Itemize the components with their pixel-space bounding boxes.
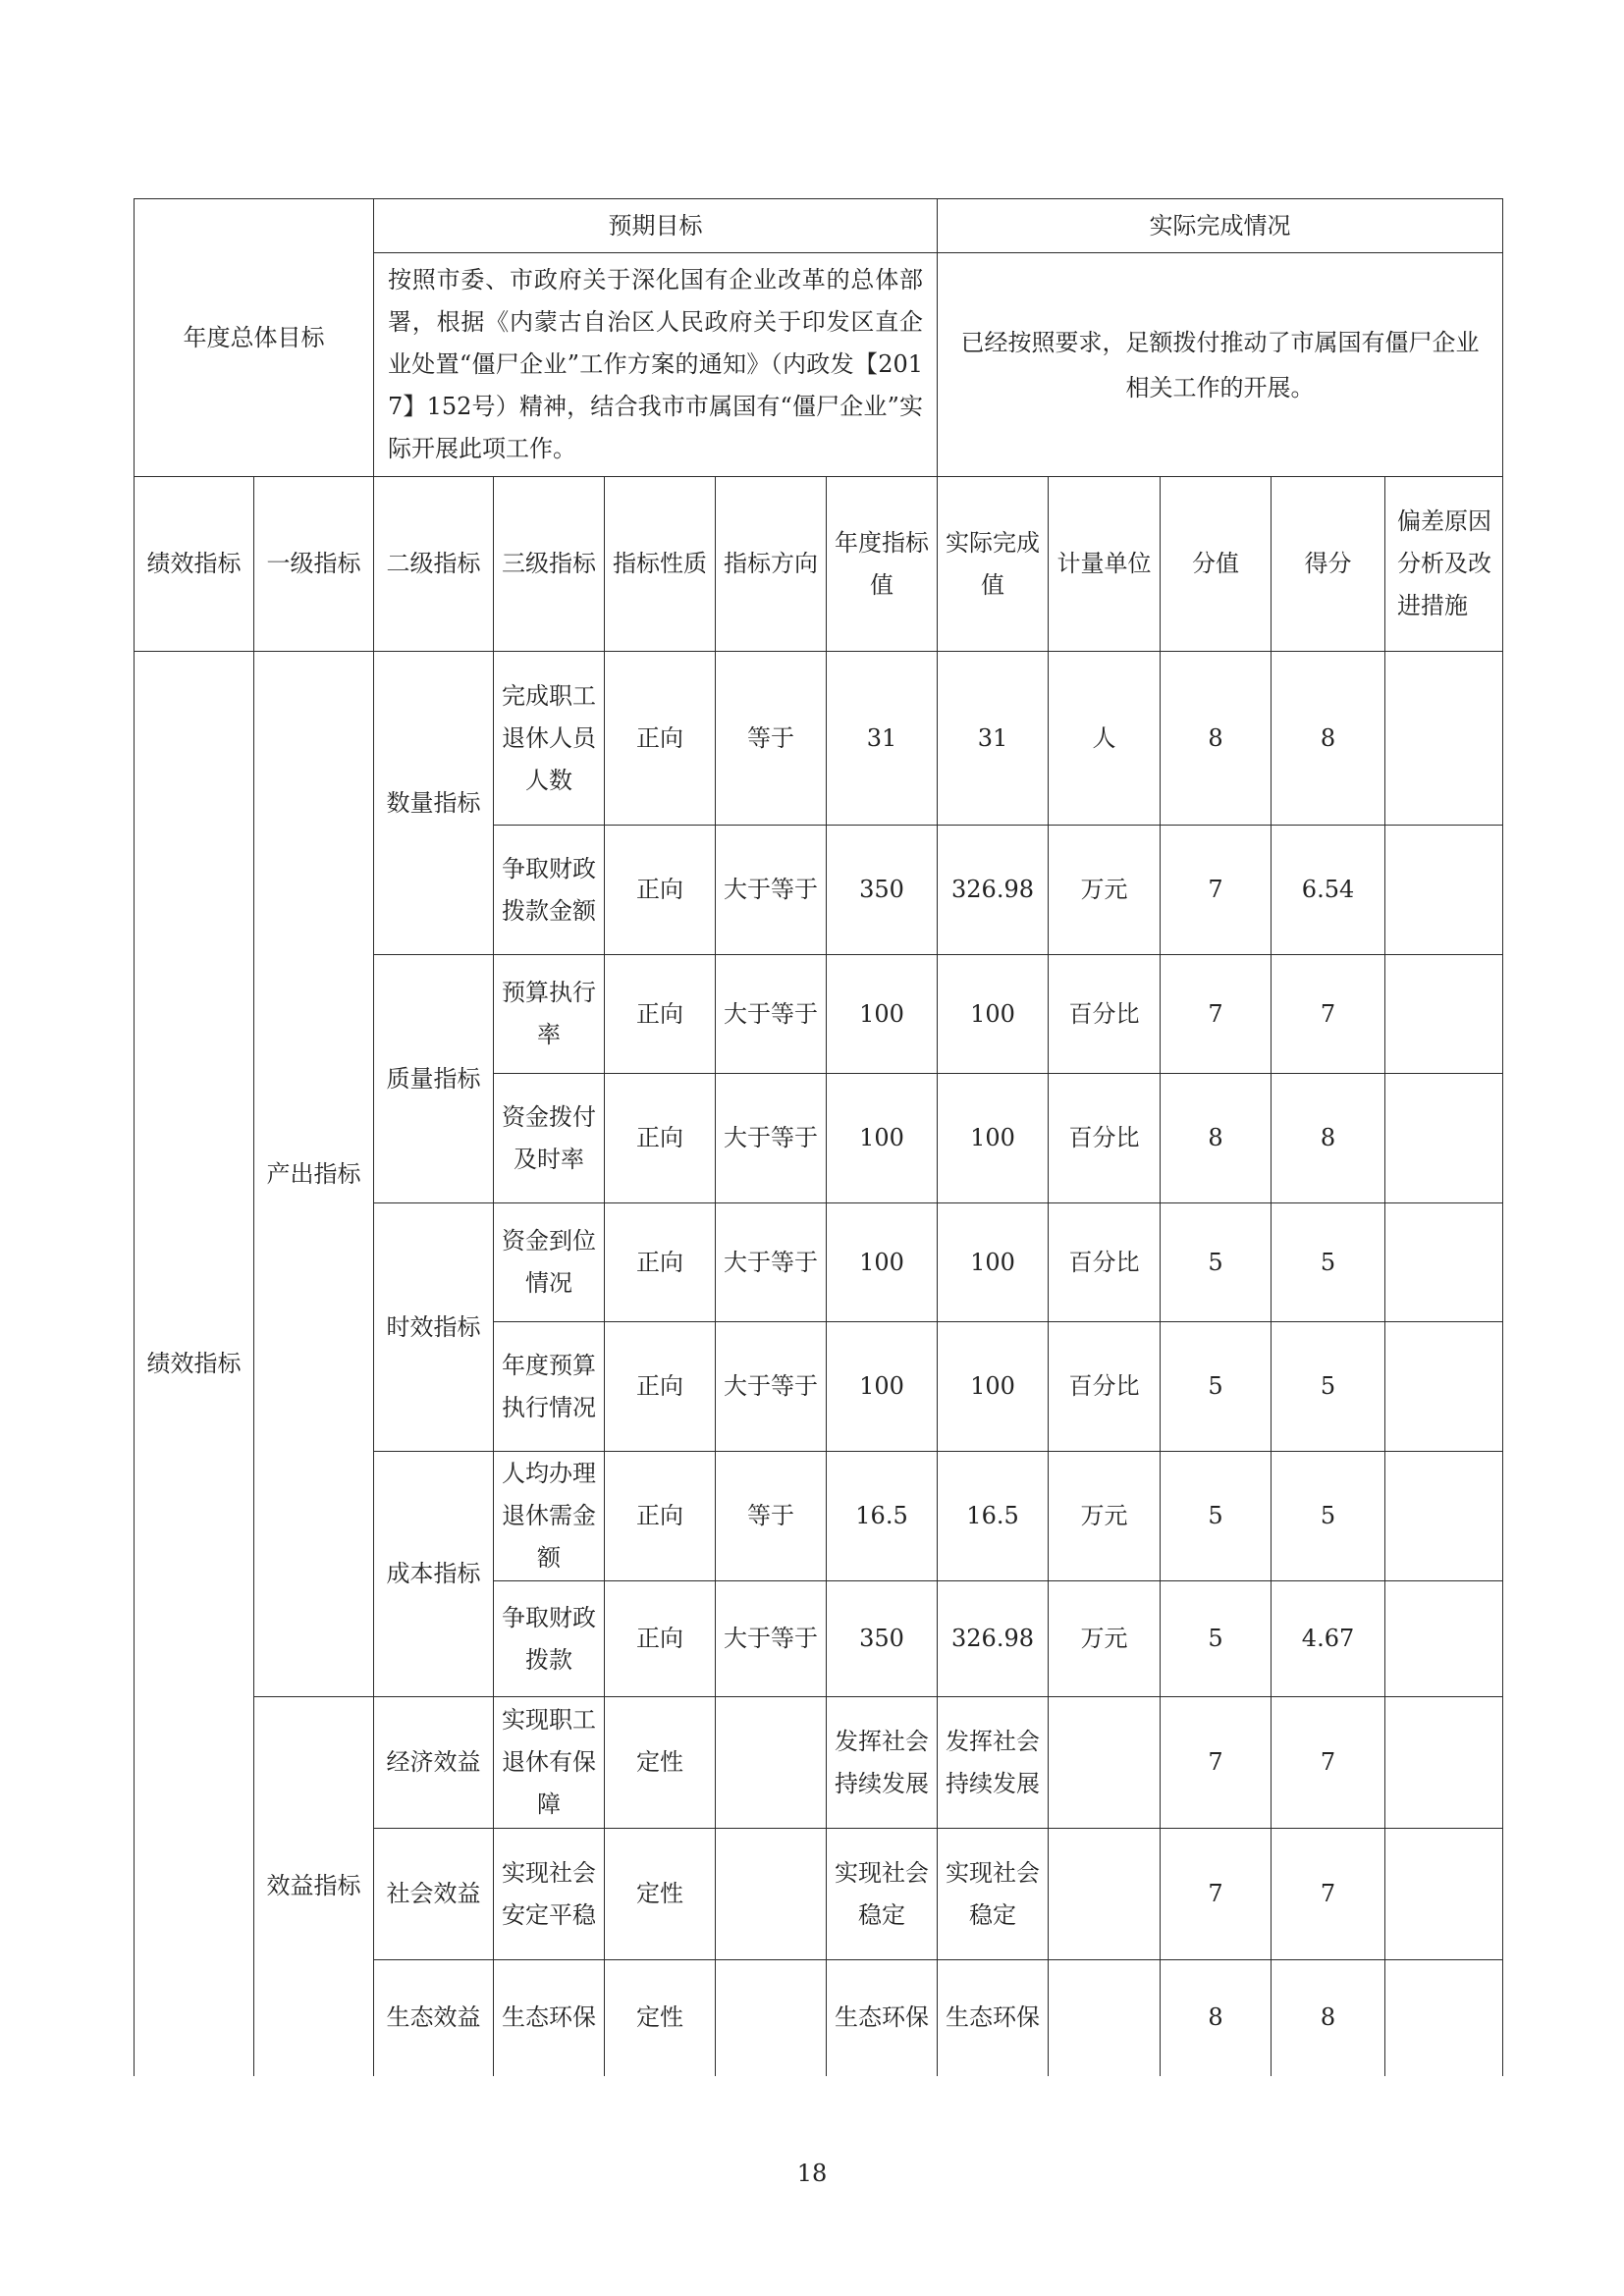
row-target: 100 [827,955,938,1074]
row-score: 8 [1161,1960,1272,2076]
row-nature: 正向 [605,1581,716,1697]
table-row [135,1697,1503,1829]
economic-benefit-label: 经济效益 [374,1697,494,1829]
header-level1-indicator: 一级指标 [254,477,374,652]
row-nature: 正向 [605,1203,716,1322]
row-got: 8 [1272,652,1385,826]
row-reason [1385,1697,1503,1829]
row-target: 100 [827,1074,938,1203]
row-unit: 百分比 [1049,1322,1161,1452]
row-direction [716,1829,827,1960]
row-name: 生态环保 [494,1960,605,2076]
row-reason [1385,1074,1503,1203]
expected-goal-text: 按照市委、市政府关于深化国有企业改革的总体部署，根据《内蒙古自治区人民政府关于印发区直企业处置“僵尸企业”工作方案的通知》（内政发【2017】152号）精神，结合我市市属国有“僵尸企业”实际开展此项工作。 [374,253,938,477]
row-nature: 正向 [605,1074,716,1203]
row-unit: 人 [1049,652,1161,826]
row-reason [1385,1452,1503,1581]
quality-indicator-label: 质量指标 [374,955,494,1203]
row-reason [1385,955,1503,1074]
header-level2-indicator: 二级指标 [374,477,494,652]
row-nature: 正向 [605,652,716,826]
row-actual: 100 [938,1322,1049,1452]
expected-goal-header: 预期目标 [374,199,938,253]
header-level3-indicator: 三级指标 [494,477,605,652]
row-score: 7 [1161,1697,1272,1829]
perf-indicator-label: 绩效指标 [135,652,254,2076]
row-unit: 万元 [1049,1452,1161,1581]
row-reason [1385,1203,1503,1322]
row-name: 争取财政拨款金额 [494,826,605,955]
row-name: 资金拨付及时率 [494,1074,605,1203]
row-reason [1385,1960,1503,2076]
row-nature: 正向 [605,955,716,1074]
row-actual: 发挥社会持续发展 [938,1697,1049,1829]
row-name: 实现社会安定平稳 [494,1829,605,1960]
row-got: 5 [1272,1203,1385,1322]
row-name: 资金到位情况 [494,1203,605,1322]
row-direction [716,1960,827,2076]
row-name: 预算执行率 [494,955,605,1074]
performance-table [134,198,1503,2076]
row-got: 7 [1272,1697,1385,1829]
row-direction: 大于等于 [716,826,827,955]
row-unit: 百分比 [1049,1074,1161,1203]
row-direction [716,1697,827,1829]
row-unit: 百分比 [1049,955,1161,1074]
header-indicator-nature: 指标性质 [605,477,716,652]
output-indicator-label: 产出指标 [254,652,374,1697]
row-unit: 万元 [1049,826,1161,955]
row-actual: 生态环保 [938,1960,1049,2076]
row-target: 16.5 [827,1452,938,1581]
row-direction: 大于等于 [716,1074,827,1203]
row-got: 8 [1272,1960,1385,2076]
header-actual-value: 实际完成值 [938,477,1049,652]
row-nature: 正向 [605,826,716,955]
table-row [135,652,1503,826]
row-actual: 100 [938,1203,1049,1322]
row-name: 实现职工退休有保障 [494,1697,605,1829]
row-target: 100 [827,1203,938,1322]
row-target: 350 [827,1581,938,1697]
row-actual: 326.98 [938,1581,1049,1697]
row-name: 完成职工退休人员人数 [494,652,605,826]
row-score: 5 [1161,1452,1272,1581]
row-direction: 大于等于 [716,1581,827,1697]
quantity-indicator-label: 数量指标 [374,652,494,955]
row-actual: 实现社会稳定 [938,1829,1049,1960]
row-actual: 100 [938,1074,1049,1203]
row-nature: 定性 [605,1829,716,1960]
row-actual: 16.5 [938,1452,1049,1581]
row-unit [1049,1960,1161,2076]
row-reason [1385,1829,1503,1960]
row-target: 发挥社会持续发展 [827,1697,938,1829]
row-got: 7 [1272,1829,1385,1960]
row-score: 7 [1161,826,1272,955]
cost-indicator-label: 成本指标 [374,1452,494,1697]
row-target: 实现社会稳定 [827,1829,938,1960]
header-got-score: 得分 [1272,477,1385,652]
row-score: 7 [1161,1829,1272,1960]
row-name: 年度预算执行情况 [494,1322,605,1452]
header-deviation-reason: 偏差原因分析及改进措施 [1385,477,1503,652]
row-reason [1385,652,1503,826]
benefit-indicator-label: 效益指标 [254,1697,374,2076]
row-score: 7 [1161,955,1272,1074]
row-name: 人均办理退休需金额 [494,1452,605,1581]
row-reason [1385,826,1503,955]
row-unit [1049,1697,1161,1829]
page-number: 18 [796,2160,828,2187]
row-got: 8 [1272,1074,1385,1203]
actual-completion-text: 已经按照要求，足额拨付推动了市属国有僵尸企业相关工作的开展。 [938,253,1503,477]
row-unit: 万元 [1049,1581,1161,1697]
row-score: 8 [1161,652,1272,826]
actual-completion-header: 实际完成情况 [938,199,1503,253]
social-benefit-label: 社会效益 [374,1829,494,1960]
row-direction: 大于等于 [716,955,827,1074]
row-got: 7 [1272,955,1385,1074]
row-direction: 大于等于 [716,1322,827,1452]
annual-goal-label: 年度总体目标 [135,199,374,477]
row-score: 5 [1161,1203,1272,1322]
row-score: 8 [1161,1074,1272,1203]
row-target: 31 [827,652,938,826]
row-got: 5 [1272,1322,1385,1452]
row-target: 100 [827,1322,938,1452]
row-nature: 正向 [605,1452,716,1581]
row-reason [1385,1322,1503,1452]
header-perf-indicator: 绩效指标 [135,477,254,652]
row-direction: 等于 [716,1452,827,1581]
row-target: 350 [827,826,938,955]
eco-benefit-label: 生态效益 [374,1960,494,2076]
row-unit [1049,1829,1161,1960]
row-got: 6.54 [1272,826,1385,955]
row-actual: 100 [938,955,1049,1074]
row-actual: 326.98 [938,826,1049,955]
row-direction: 等于 [716,652,827,826]
header-indicator-direction: 指标方向 [716,477,827,652]
row-score: 5 [1161,1322,1272,1452]
row-nature: 定性 [605,1697,716,1829]
header-unit: 计量单位 [1049,477,1161,652]
timeliness-indicator-label: 时效指标 [374,1203,494,1452]
row-got: 5 [1272,1452,1385,1581]
row-nature: 正向 [605,1322,716,1452]
row-got: 4.67 [1272,1581,1385,1697]
row-name: 争取财政拨款 [494,1581,605,1697]
row-direction: 大于等于 [716,1203,827,1322]
header-annual-target: 年度指标值 [827,477,938,652]
row-target: 生态环保 [827,1960,938,2076]
row-unit: 百分比 [1049,1203,1161,1322]
row-nature: 定性 [605,1960,716,2076]
row-reason [1385,1581,1503,1697]
row-score: 5 [1161,1581,1272,1697]
row-actual: 31 [938,652,1049,826]
header-score: 分值 [1161,477,1272,652]
